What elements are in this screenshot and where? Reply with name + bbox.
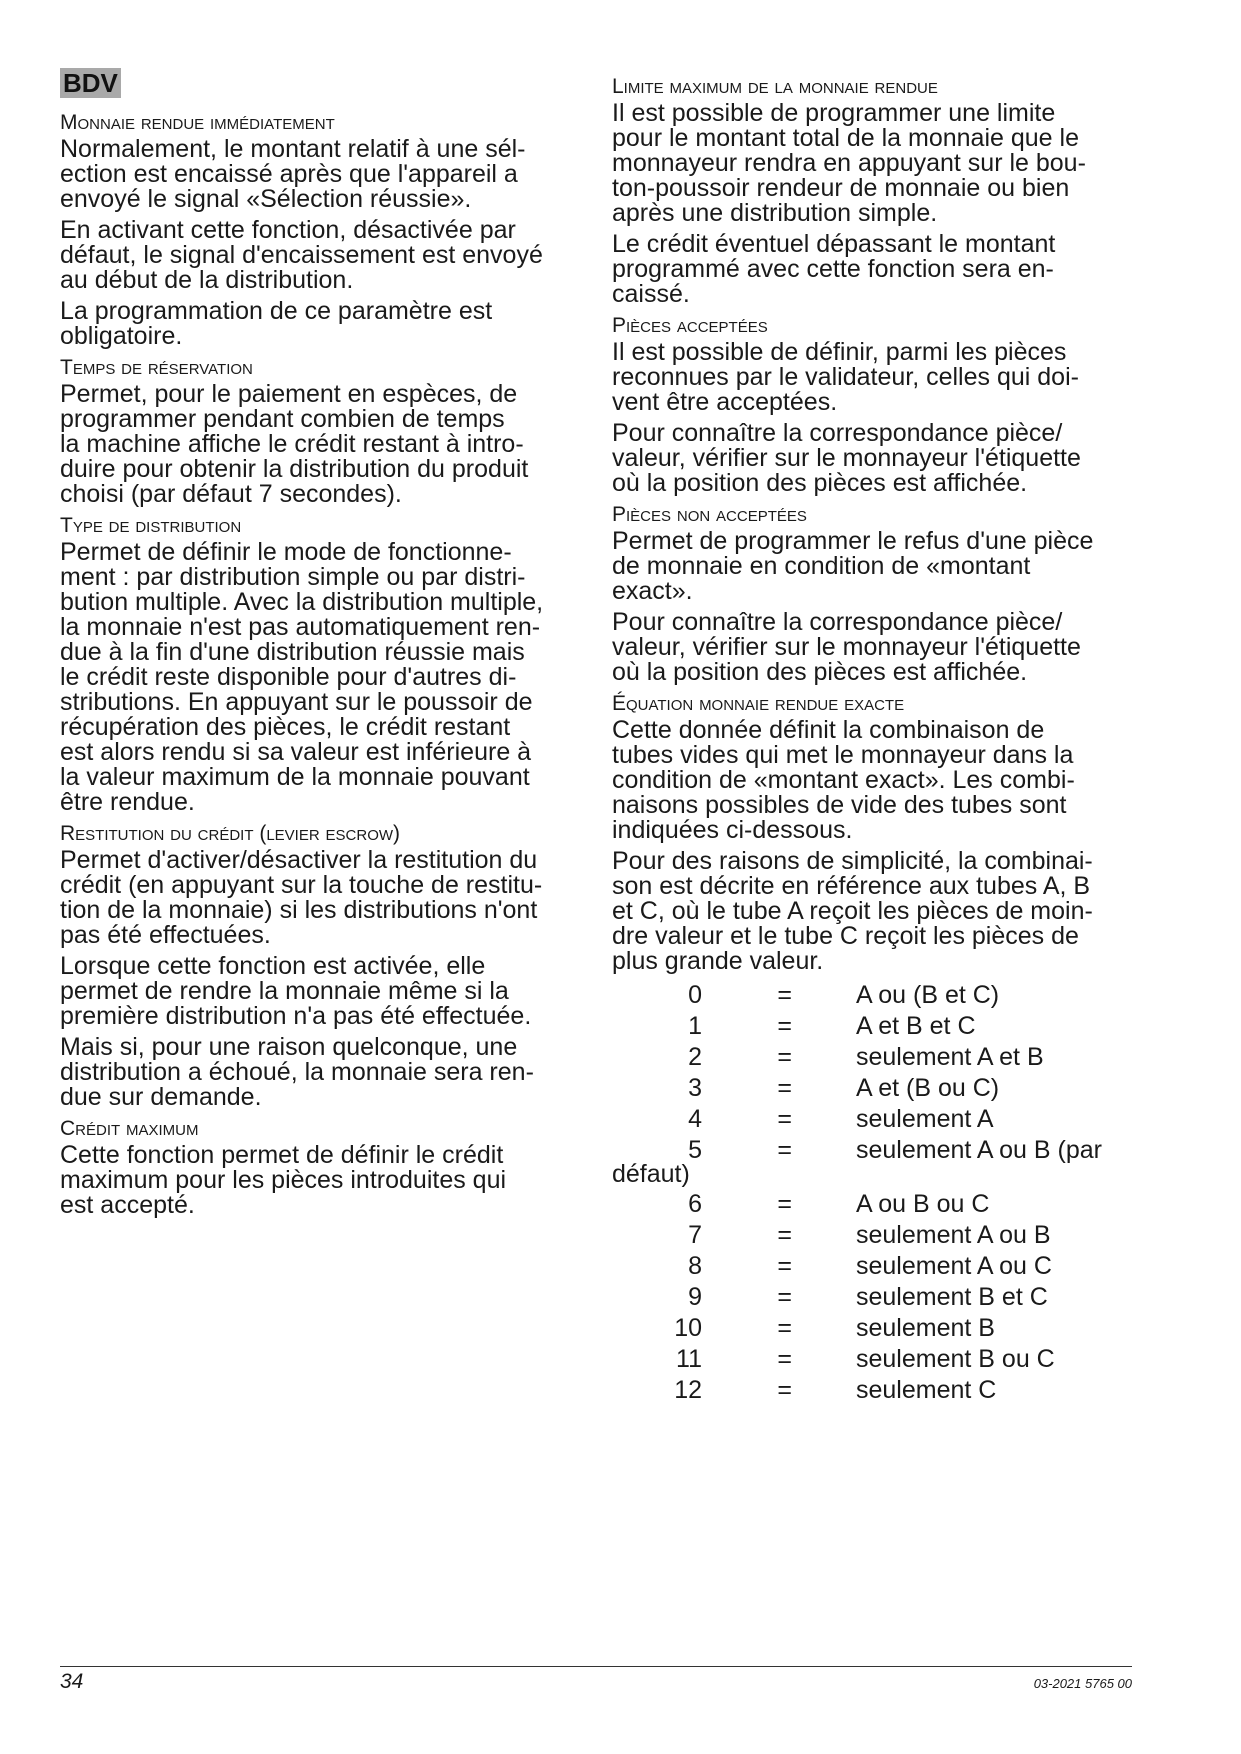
paragraph: La programmation de ce paramètre est obligatoire. <box>60 297 493 350</box>
section-heading: Pièces acceptées <box>612 314 768 337</box>
equation-row <box>612 1344 1137 1375</box>
paragraph: Pour connaître la correspondance pièce/ valeur, vérifier sur le monnayeur l'étiquette où la position des pièces est affichée. <box>612 608 1081 686</box>
equation-number: 5 <box>688 1136 702 1164</box>
equation-value: A ou (B et C) <box>856 981 1000 1009</box>
document-code: 03-2021 5765 00 <box>1033 1676 1132 1691</box>
equation-operator: = <box>777 1221 792 1249</box>
equation-number: 9 <box>688 1283 702 1311</box>
equation-number: 8 <box>688 1252 702 1280</box>
equation-number: 11 <box>676 1345 702 1373</box>
equation-row <box>612 1220 1137 1251</box>
paragraph: Le crédit éventuel dépassant le montant programmé avec cette fonction sera en- caissé. <box>612 230 1056 308</box>
section-heading: Pièces non acceptées <box>612 503 807 526</box>
equation-value: seulement A ou B (par <box>856 1136 1102 1164</box>
paragraph: Il est possible de programmer une limite pour le montant total de la monnaie que le monnayeur rendra en appuyant sur le bou- ton-poussoir rendeur de monnaie ou bien après une distribution simple. <box>612 99 1086 227</box>
equation-number: 6 <box>688 1190 702 1218</box>
equation-value: A et B et C <box>856 1012 976 1040</box>
section-heading: Temps de réservation <box>60 356 253 379</box>
equation-operator: = <box>777 1252 792 1280</box>
paragraph: Cette donnée définit la combinaison de tubes vides qui met le monnayeur dans la condition de «montant exact». Les combi- naisons possibles de vide des tubes sont indiquées ci-dessous. <box>612 716 1075 844</box>
equation-number: 10 <box>674 1314 702 1342</box>
equation-number: 1 <box>688 1012 702 1040</box>
equation-value: seulement B <box>856 1314 995 1342</box>
paragraph: Permet de programmer le refus d'une pièce de monnaie en condition de «montant exact». <box>612 527 1094 605</box>
equation-row <box>612 1282 1137 1313</box>
section-heading: Restitution du crédit (levier escrow) <box>60 822 401 845</box>
paragraph: En activant cette fonction, désactivée par défaut, le signal d'encaissement est envoyé au début de la distribution. <box>60 216 543 294</box>
paragraph: Permet d'activer/désactiver la restitution du crédit (en appuyant sur la touche de restitu- tion de la monnaie) si les distributions n'ont pas été effectuées. <box>60 846 543 949</box>
equation-value: A ou B ou C <box>856 1190 990 1218</box>
equation-row <box>612 1251 1137 1282</box>
equation-operator: = <box>777 1074 792 1102</box>
equation-operator: = <box>777 1043 792 1071</box>
section-heading: Crédit maximum <box>60 1117 199 1140</box>
paragraph: Il est possible de définir, parmi les pièces reconnues par le validateur, celles qui doi- vent être acceptées. <box>612 338 1079 416</box>
equation-continuation: défaut) <box>612 1160 690 1188</box>
paragraph: Pour connaître la correspondance pièce/ valeur, vérifier sur le monnayeur l'étiquette où la position des pièces est affichée. <box>612 419 1081 497</box>
footer-rule <box>60 1666 1132 1667</box>
model-badge: BDV <box>60 68 121 98</box>
section-heading: Équation monnaie rendue exacte <box>612 692 905 715</box>
equation-row <box>612 1073 1137 1104</box>
paragraph: Normalement, le montant relatif à une sél- ection est encaissé après que l'appareil a envoyé le signal «Sélection réussie». <box>60 135 526 213</box>
right-column <box>612 68 1137 1406</box>
equation-row <box>612 1042 1137 1073</box>
equation-row <box>612 1011 1137 1042</box>
equation-operator: = <box>777 1136 792 1164</box>
right-sections <box>612 75 1137 974</box>
equation-row <box>612 980 1137 1011</box>
section-heading: Limite maximum de la monnaie rendue <box>612 75 938 98</box>
equation-value: seulement B et C <box>856 1283 1048 1311</box>
equation-value: seulement B ou C <box>856 1345 1055 1373</box>
left-column <box>60 68 588 1224</box>
equation-table <box>612 980 1137 1406</box>
equation-value: seulement C <box>856 1376 997 1404</box>
equation-row <box>612 1313 1137 1344</box>
equation-operator: = <box>777 1012 792 1040</box>
paragraph: Permet de définir le mode de fonctionne- ment : par distribution simple ou par distri- bution multiple. Avec la distribution multiple, la monnaie n'est pas automatiquement ren- due à la fin d'une distribution réussie mais le crédit reste disponible pour d'autres di- stributions. En appuyant sur le poussoir de récupération des pièces, le crédit restant est alors rendu si sa valeur est inférieure à la valeur maximum de la monnaie pouvant être rendue. <box>60 538 544 816</box>
equation-number: 2 <box>688 1043 702 1071</box>
equation-operator: = <box>777 1283 792 1311</box>
left-sections <box>60 111 588 1218</box>
equation-row <box>612 1189 1137 1220</box>
paragraph: Lorsque cette fonction est activée, elle permet de rendre la monnaie même si la première distribution n'a pas été effectuée. <box>60 952 532 1030</box>
equation-number: 12 <box>674 1376 702 1404</box>
equation-operator: = <box>777 1314 792 1342</box>
equation-number: 0 <box>688 981 702 1009</box>
equation-operator: = <box>777 1190 792 1218</box>
equation-operator: = <box>777 1345 792 1373</box>
equation-value: seulement A et B <box>856 1043 1044 1071</box>
equation-row <box>612 1375 1137 1406</box>
equation-value: seulement A <box>856 1105 994 1133</box>
section-heading: Type de distribution <box>60 514 242 537</box>
paragraph: Pour des raisons de simplicité, la combinai- son est décrite en référence aux tubes A, B et C, où le tube A reçoit les pièces de moin- dre valeur et le tube C reçoit les pièces de plus grande valeur. <box>612 847 1093 975</box>
equation-value: seulement A ou B <box>856 1221 1051 1249</box>
paragraph: Permet, pour le paiement en espèces, de programmer pendant combien de temps la machine affiche le crédit restant à intro- duire pour obtenir la distribution du produit choisi (par défaut 7 secondes). <box>60 380 529 508</box>
equation-number: 4 <box>688 1105 702 1133</box>
equation-row <box>612 1104 1137 1135</box>
equation-operator: = <box>777 1376 792 1404</box>
section-heading: Monnaie rendue immédiatement <box>60 111 335 134</box>
paragraph: Cette fonction permet de définir le crédit maximum pour les pièces introduites qui est accepté. <box>60 1141 507 1219</box>
equation-value: A et (B ou C) <box>856 1074 1000 1102</box>
equation-value: seulement A ou C <box>856 1252 1052 1280</box>
equation-operator: = <box>777 981 792 1009</box>
equation-number: 7 <box>688 1221 702 1249</box>
equation-row <box>612 1135 1137 1166</box>
equation-operator: = <box>777 1105 792 1133</box>
page-number: 34 <box>60 1670 84 1693</box>
equation-number: 3 <box>688 1074 702 1102</box>
paragraph: Mais si, pour une raison quelconque, une distribution a échoué, la monnaie sera ren- due sur demande. <box>60 1033 534 1111</box>
